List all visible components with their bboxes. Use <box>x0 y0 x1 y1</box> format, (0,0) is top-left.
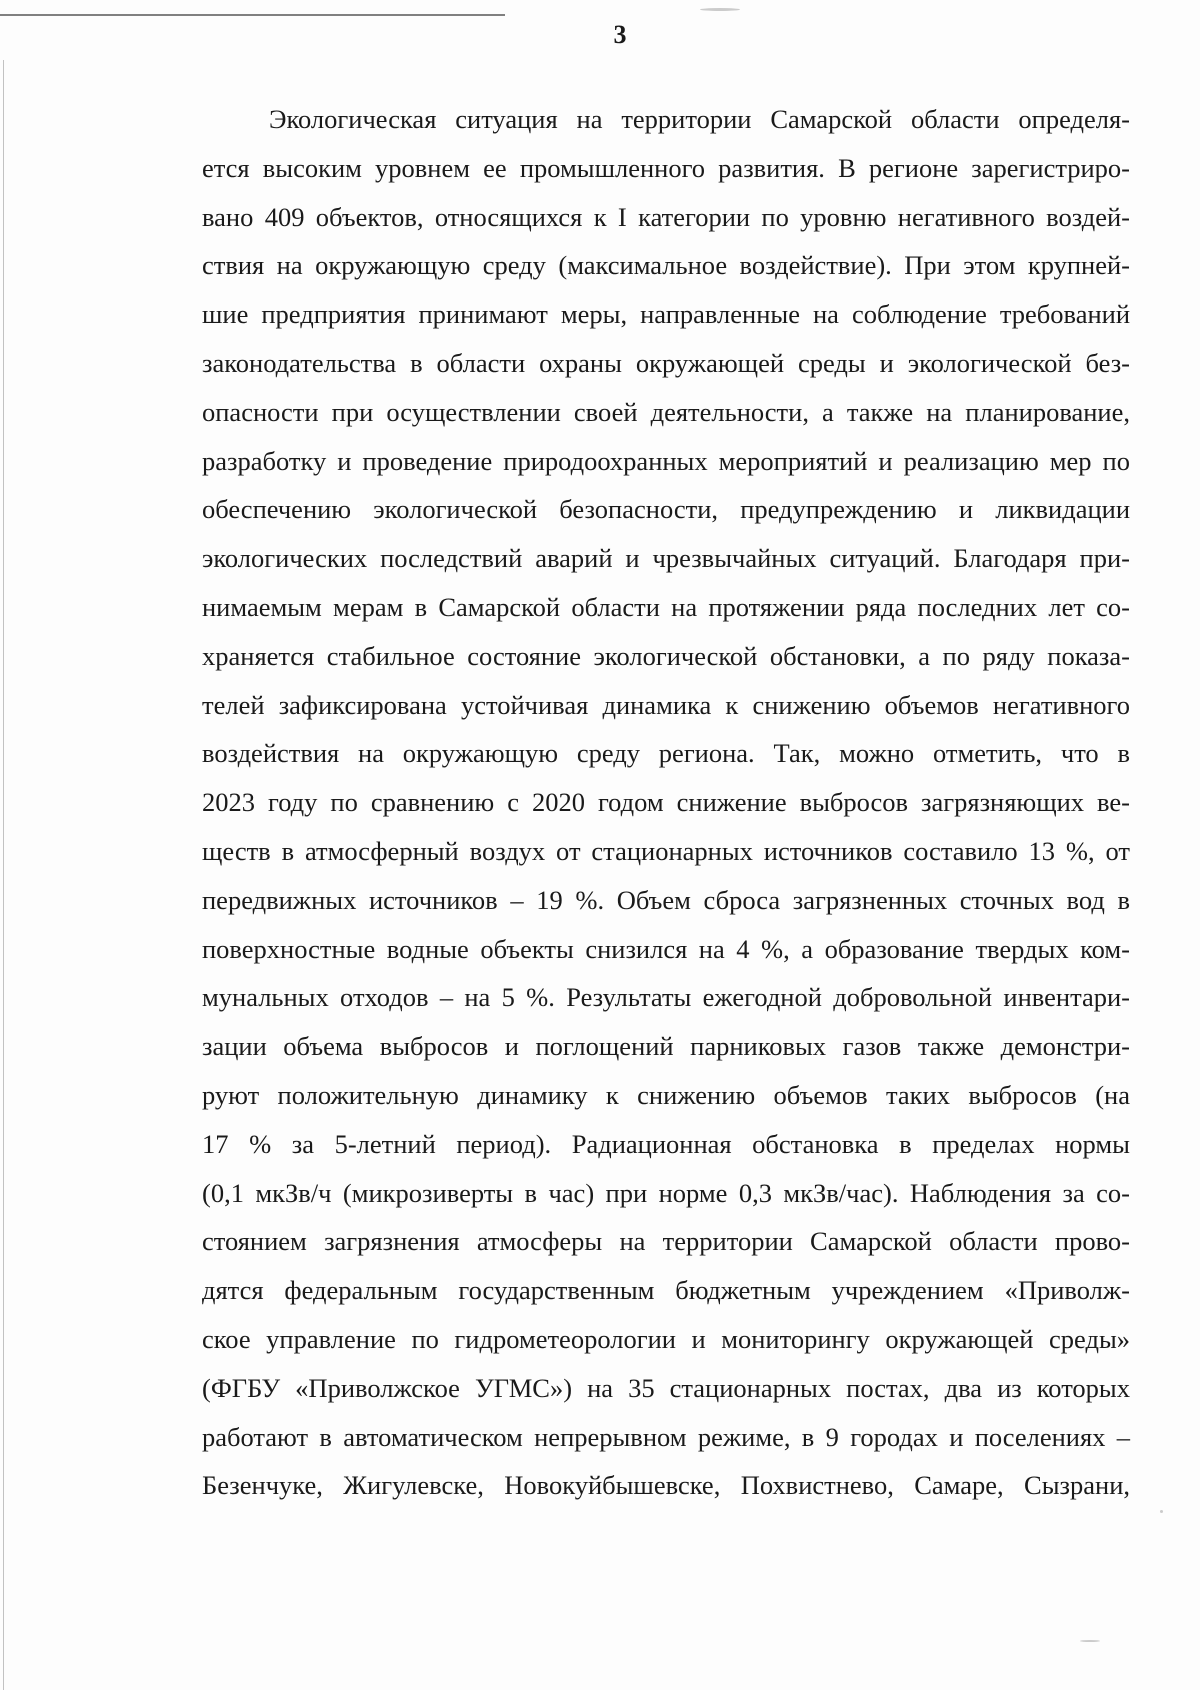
text-line: ществ в атмосферный воздух от стационарных источников составило 13 %, от <box>202 835 1130 866</box>
page-number: 3 <box>613 20 627 49</box>
text-line: ется высоким уровнем ее промышленного развития. В регионе зарегистриро- <box>202 152 1130 183</box>
text-line: поверхностные водные объекты снизился на 4 %, а образование твердых ком- <box>202 933 1130 964</box>
text-line: храняется стабильное состояние экологической обстановки, а по ряду показа- <box>202 640 1130 671</box>
text-line: нимаемым мерам в Самарской области на протяжении ряда последних лет со- <box>202 591 1130 622</box>
text-line: Безенчуке, Жигулевске, Новокуйбышевске, Похвистнево, Самаре, Сызрани, <box>202 1470 1130 1501</box>
scan-speck <box>1160 1510 1163 1513</box>
text-line: зации объема выбросов и поглощений парниковых газов также демонстри- <box>202 1031 1130 1062</box>
text-line: ское управление по гидрометеорологии и мониторингу окружающей среды» <box>202 1323 1130 1354</box>
text-line: 17 % за 5-летний период). Радиационная обстановка в пределах нормы <box>202 1128 1130 1159</box>
scan-left-edge <box>3 60 4 1690</box>
text-line: законодательства в области охраны окружающей среды и экологической без- <box>202 347 1130 378</box>
text-line: обеспечению экологической безопасности, предупреждению и ликвидации <box>202 494 1130 525</box>
text-line: вано 409 объектов, относящихся к I категории по уровню негативного воздей- <box>202 201 1130 232</box>
text-line: опасности при осуществлении своей деятельности, а также на планирование, <box>202 396 1130 427</box>
text-line: работают в автоматическом непрерывном режиме, в 9 городах и поселениях – <box>202 1421 1130 1452</box>
text-line: передвижных источников – 19 %. Объем сброса загрязненных сточных вод в <box>202 884 1130 915</box>
scan-border-line <box>0 14 505 16</box>
text-line: воздействия на окружающую среду региона. Так, можно отметить, что в <box>202 738 1130 769</box>
text-line: дятся федеральным государственным бюджетным учреждением «Приволж- <box>202 1275 1130 1306</box>
body-paragraph <box>202 95 1130 1510</box>
text-line: ствия на окружающую среду (максимальное воздействие). При этом крупней- <box>202 250 1130 281</box>
text-line: (ФГБУ «Приволжское УГМС») на 35 стационарных постах, два из которых <box>202 1372 1130 1403</box>
text-line: руют положительную динамику к снижению объемов таких выбросов (на <box>202 1079 1130 1110</box>
scan-speck <box>1080 1640 1100 1642</box>
text-line: Экологическая ситуация на территории Самарской области определя- <box>269 104 1130 134</box>
text-line: телей зафиксирована устойчивая динамика к снижению объемов негативного <box>202 689 1130 720</box>
text-line: стоянием загрязнения атмосферы на территории Самарской области прово- <box>202 1226 1130 1257</box>
text-line: мунальных отходов – на 5 %. Результаты ежегодной добровольной инвентари- <box>202 982 1130 1013</box>
text-line: 2023 году по сравнению с 2020 годом снижение выбросов загрязняющих ве- <box>202 787 1130 818</box>
scan-speck <box>700 8 740 11</box>
text-line: экологических последствий аварий и чрезвычайных ситуаций. Благодаря при- <box>202 543 1130 574</box>
text-line: (0,1 мкЗв/ч (микрозиверты в час) при норме 0,3 мкЗв/час). Наблюдения за со- <box>202 1177 1130 1208</box>
text-line: разработку и проведение природоохранных мероприятий и реализацию мер по <box>202 445 1130 476</box>
text-line: шие предприятия принимают меры, направленные на соблюдение требований <box>202 299 1130 330</box>
